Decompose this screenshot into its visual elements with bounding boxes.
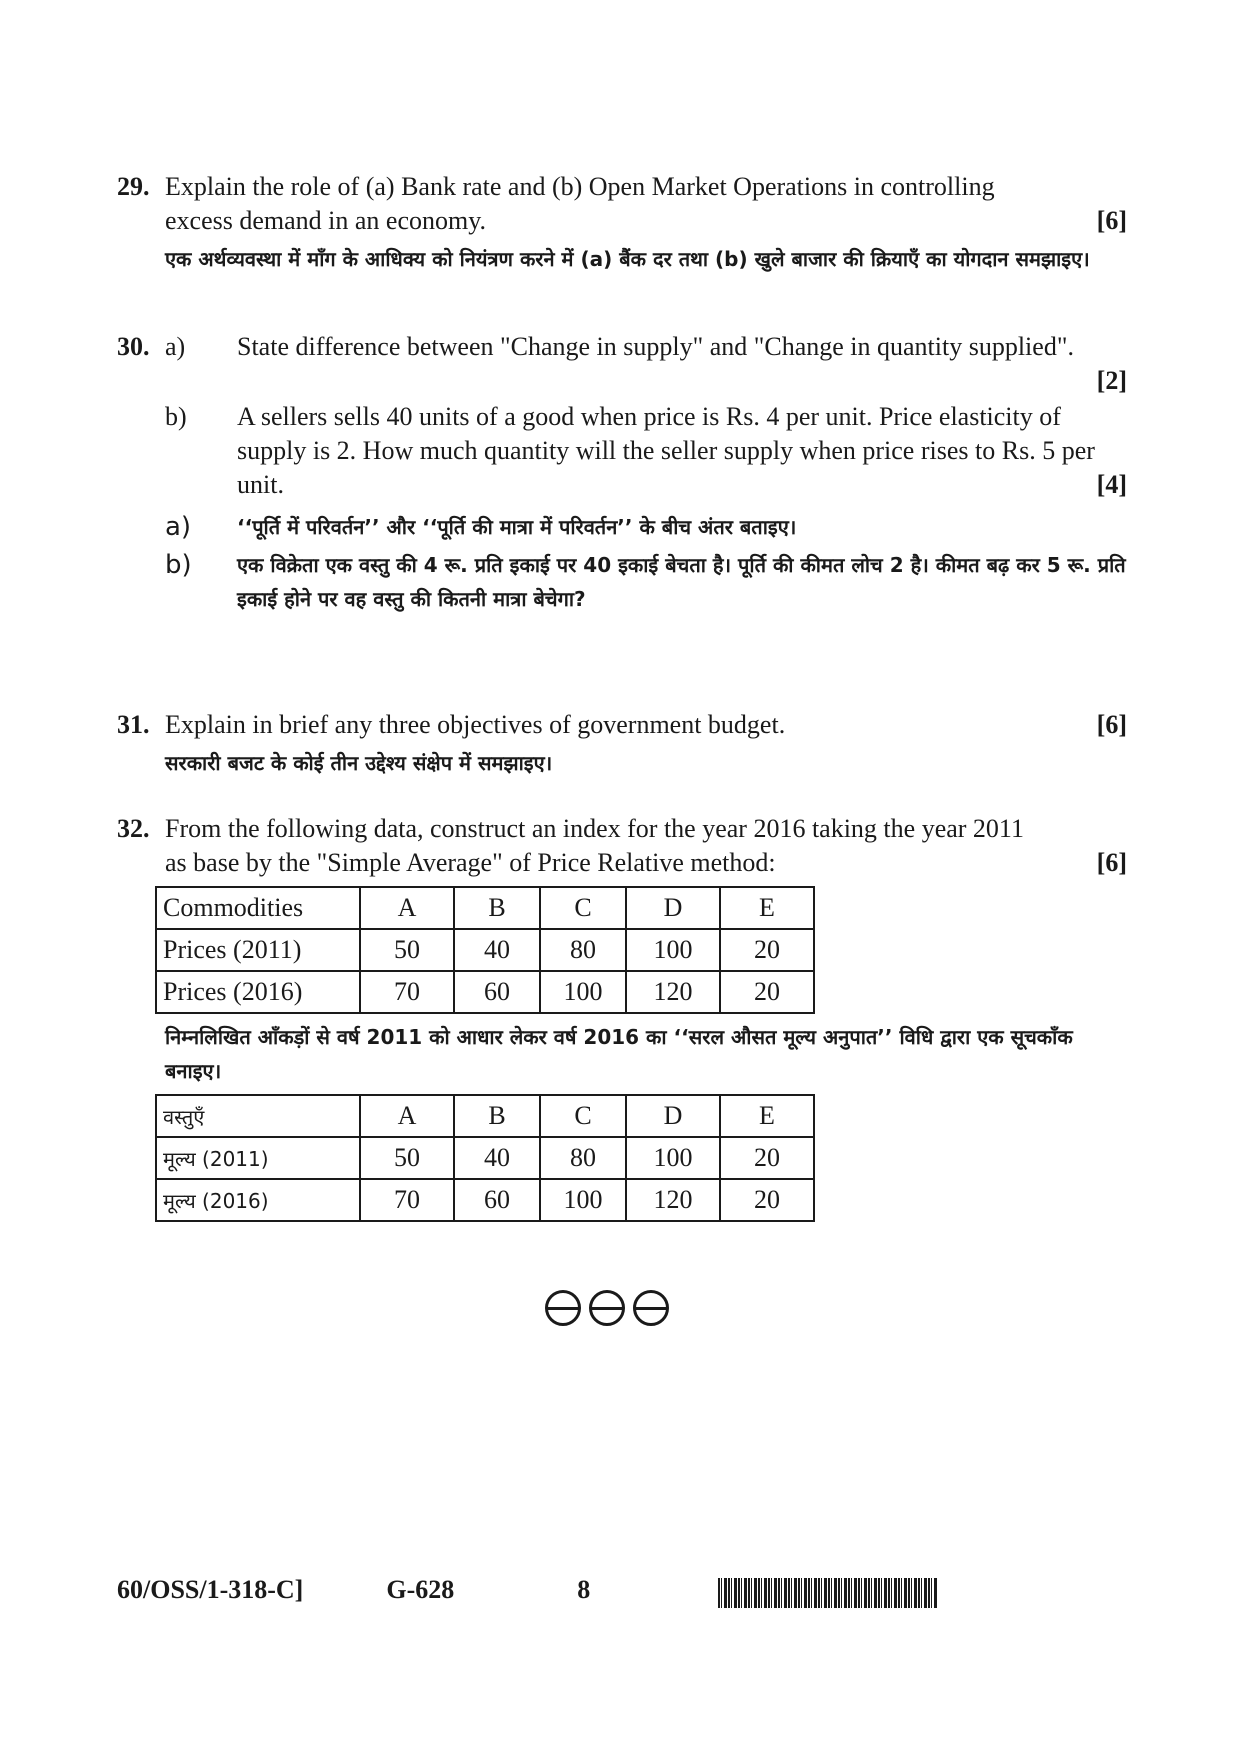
- question-number: 30.: [117, 332, 150, 361]
- page-number: 8: [577, 1575, 591, 1604]
- table-cell: 20: [720, 1137, 814, 1179]
- question-text-hindi: एक विक्रेता एक वस्तु की 4 रू. प्रति इकाई पर 40 इकाई बेचता है। पूर्ति की कीमत लोच 2 है। कीमत बढ़ कर 5 रू. प्रति इकाई होने पर वह वस्तु की कितनी मात्रा बेचेगा?: [237, 553, 1126, 611]
- table-cell: 70: [360, 971, 454, 1013]
- table-cell: D: [626, 1095, 720, 1137]
- subpart-label: a): [165, 332, 186, 361]
- table-cell: A: [360, 1095, 454, 1137]
- end-of-paper-symbols: [545, 1290, 669, 1326]
- table-cell: C: [540, 1095, 626, 1137]
- table-cell: Prices (2016): [156, 971, 360, 1013]
- marks: [6]: [1096, 848, 1127, 877]
- table-cell: E: [720, 1095, 814, 1137]
- table-cell: 60: [454, 971, 540, 1013]
- table-row: [156, 1179, 814, 1221]
- question-text: as base by the "Simple Average" of Price Relative method:: [165, 848, 776, 877]
- paper-code: 60/OSS/1-318-C]: [117, 1575, 304, 1604]
- table-cell: 100: [626, 1137, 720, 1179]
- table-row: [156, 929, 814, 971]
- table-cell: 80: [540, 929, 626, 971]
- table-cell: 100: [540, 1179, 626, 1221]
- table-cell: C: [540, 887, 626, 929]
- table-cell: E: [720, 887, 814, 929]
- theta-icon: [633, 1290, 669, 1326]
- question-text: Explain in brief any three objectives of government budget.: [165, 710, 786, 739]
- table-cell: 20: [720, 929, 814, 971]
- table-cell: 50: [360, 1137, 454, 1179]
- question-30: [117, 330, 1127, 616]
- question-text: A sellers sells 40 units of a good when price is Rs. 4 per unit. Price elasticity of supply is 2. How much quantity will the seller supply when price rises to Rs. 5 per unit.: [237, 402, 1095, 499]
- theta-icon: [545, 1290, 581, 1326]
- table-cell: 40: [454, 1137, 540, 1179]
- table-cell: 100: [626, 929, 720, 971]
- question-31: [117, 708, 1127, 780]
- question-number: 31.: [117, 710, 150, 739]
- theta-icon: [589, 1290, 625, 1326]
- question-text-hindi: एक अर्थव्यवस्था में माँग के आधिक्य को नियंत्रण करने में (a) बैंक दर तथा (b) खुले बाजार की क्रियाएँ का योगदान समझाइए।: [165, 247, 1090, 271]
- marks: [6]: [1096, 206, 1127, 235]
- question-number: 32.: [117, 814, 150, 843]
- table-cell: Commodities: [156, 887, 360, 929]
- table-row: [156, 1137, 814, 1179]
- question-text-hindi: सरकारी बजट के कोई तीन उद्देश्य संक्षेप में समझाइए।: [165, 751, 553, 775]
- marks: [6]: [1096, 710, 1127, 739]
- table-cell: 40: [454, 929, 540, 971]
- question-29: [117, 170, 1127, 276]
- marks: [4]: [1096, 470, 1127, 499]
- table-cell: मूल्य (2016): [156, 1179, 360, 1221]
- table-cell: 60: [454, 1179, 540, 1221]
- table-cell: 120: [626, 971, 720, 1013]
- subpart-label: a): [165, 512, 192, 542]
- table-cell: 20: [720, 971, 814, 1013]
- subpart-label: b): [165, 402, 187, 431]
- table-cell: वस्तुएँ: [156, 1095, 360, 1137]
- table-cell: D: [626, 887, 720, 929]
- table-cell: B: [454, 1095, 540, 1137]
- question-text: From the following data, construct an index for the year 2016 taking the year 2011: [165, 814, 1024, 843]
- question-text: excess demand in an economy.: [165, 206, 487, 235]
- marks: [2]: [1096, 366, 1127, 395]
- price-table-hindi: [155, 1094, 815, 1222]
- table-cell: 70: [360, 1179, 454, 1221]
- table-cell: 100: [540, 971, 626, 1013]
- subpart-label: b): [165, 550, 192, 580]
- table-cell: मूल्य (2011): [156, 1137, 360, 1179]
- question-32: [117, 812, 1127, 1222]
- table-cell: 50: [360, 929, 454, 971]
- question-text: Explain the role of (a) Bank rate and (b) Open Market Operations in controlling: [165, 172, 995, 201]
- table-cell: 80: [540, 1137, 626, 1179]
- price-table-english: [155, 886, 815, 1014]
- question-text: State difference between "Change in supply" and "Change in quantity supplied".: [237, 332, 1074, 361]
- question-text-hindi: ‘‘पूर्ति में परिवर्तन’’ और ‘‘पूर्ति की मात्रा में परिवर्तन’’ के बीच अंतर बताइए।: [237, 515, 797, 539]
- barcode: [718, 1578, 938, 1608]
- page-footer: [117, 1575, 590, 1605]
- table-cell: A: [360, 887, 454, 929]
- table-cell: Prices (2011): [156, 929, 360, 971]
- question-text-hindi: निम्नलिखित आँकड़ों से वर्ष 2011 को आधार लेकर वर्ष 2016 का ‘‘सरल औसत मूल्य अनुपात’’ विधि द्वारा एक सूचकाँक बनाइए।: [165, 1025, 1073, 1083]
- table-row: [156, 971, 814, 1013]
- table-header-row: [156, 1095, 814, 1137]
- table-cell: 120: [626, 1179, 720, 1221]
- table-cell: 20: [720, 1179, 814, 1221]
- question-number: 29.: [117, 172, 150, 201]
- table-cell: B: [454, 887, 540, 929]
- series-code: G-628: [386, 1575, 455, 1604]
- table-header-row: [156, 887, 814, 929]
